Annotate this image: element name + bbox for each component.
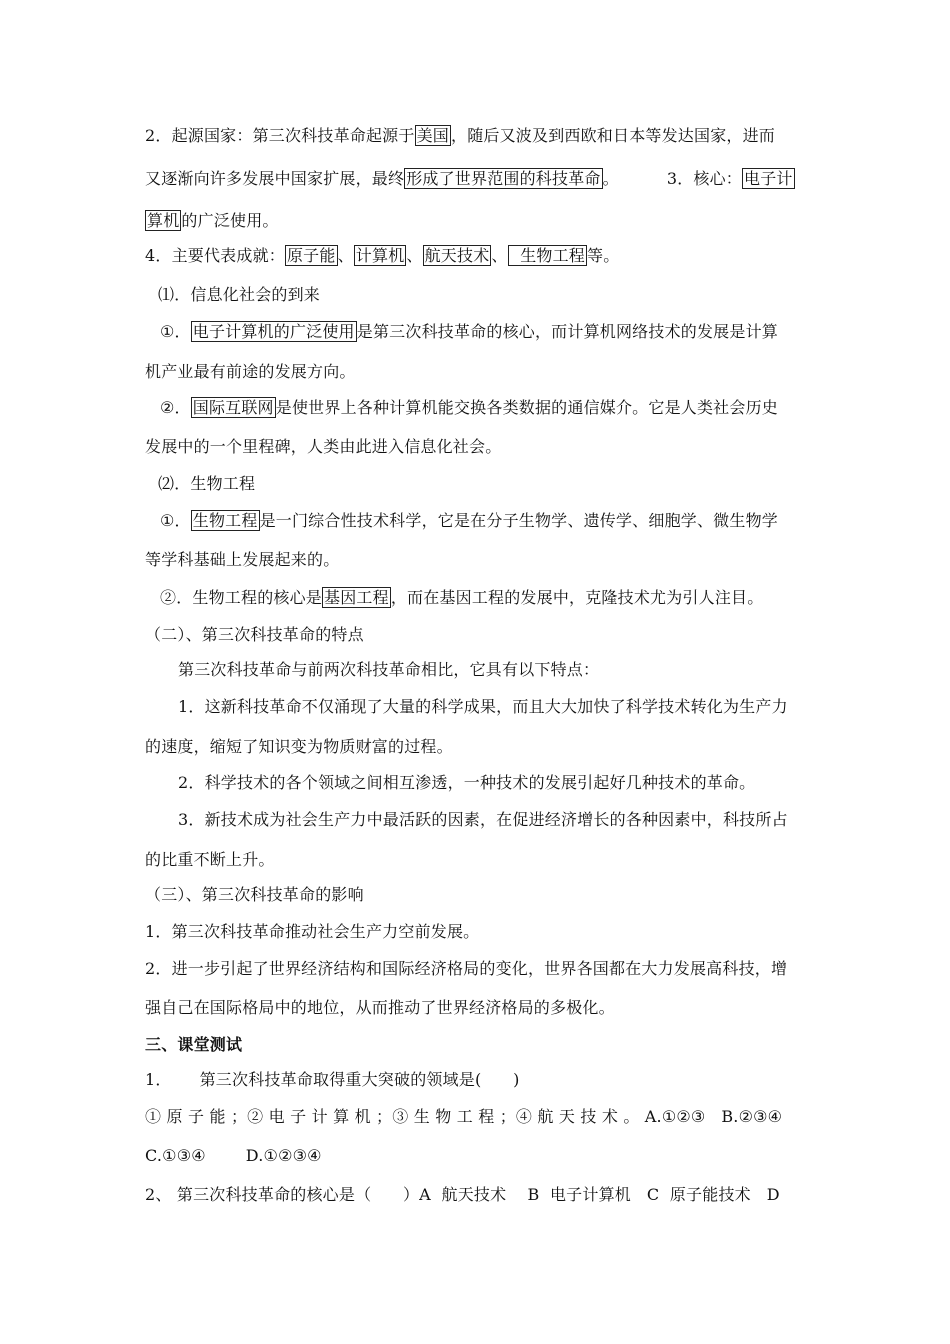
test-heading: 三、课堂测试	[145, 1035, 243, 1054]
text: 3．核心：	[666, 169, 742, 188]
text: 4．主要代表成就：	[145, 246, 285, 265]
impact-2-cont: 强自己在国际格局中的地位，从而推动了世界经济格局的多极化。	[145, 998, 615, 1017]
boxed-answer: 国际互联网	[192, 398, 274, 417]
boxed-answer: 基因工程	[324, 588, 389, 607]
boxed-answer: 算机	[147, 211, 180, 230]
origin-line-2	[145, 168, 825, 190]
achievements-line	[145, 245, 825, 267]
option-d: D.①②③④	[245, 1146, 322, 1165]
features-intro: 第三次科技革命与前两次科技革命相比，它具有以下特点：	[178, 660, 600, 679]
feature-1-cont: 的速度，缩短了知识变为物质财富的过程。	[145, 737, 453, 756]
text: 等。	[587, 246, 620, 265]
boxed-answer: 航天技术	[424, 246, 490, 265]
question-2: 2、 第三次科技革命的核心是（ ）A 航天技术 B 电子计算机 C 原子能技术 D	[145, 1185, 780, 1204]
text: 。	[602, 169, 619, 188]
boxed-answer: 形成了世界范围的科技革命	[406, 169, 601, 188]
boxed-answer: 电子计	[744, 169, 793, 188]
features-heading: （二）、第三次科技革命的特点	[145, 625, 364, 644]
text: 又逐渐向许多发展中国家扩展，最终	[145, 169, 405, 188]
impact-1: 1．第三次科技革命推动社会生产力空前发展。	[145, 922, 480, 941]
feature-3-cont: 的比重不断上升。	[145, 850, 275, 869]
bio-item-2	[160, 587, 828, 609]
boxed-answer: 美国	[416, 126, 449, 145]
text: 是一门综合性技术科学，它是在分子生物学、遗传学、细胞学、微生物学	[259, 511, 778, 530]
text: ，而在基因工程的发展中，克隆技术尤为引人注目。	[390, 588, 764, 607]
impact-2: 2．进一步引起了世界经济结构和国际经济格局的变化，世界各国都在大力发展高科技，增	[145, 959, 788, 978]
info-item-1	[160, 321, 828, 343]
text: ②．生物工程的核心是	[160, 588, 323, 607]
info-item-2	[160, 397, 828, 419]
question-1	[145, 1069, 825, 1091]
text: 、	[406, 246, 423, 265]
info-item-2-cont: 发展中的一个里程碑，人类由此进入信息化社会。	[145, 437, 502, 456]
boxed-answer: 生物工程	[192, 511, 258, 530]
question-1-options: ① 原 子 能 ；② 电 子 计 算 机 ；③ 生 物 工 程 ；④ 航 天 技 术 。 A.①②③ B.②③④	[145, 1107, 783, 1126]
info-item-1-cont: 机产业最有前途的发展方向。	[145, 362, 356, 381]
question-text: 第三次科技革命取得重大突破的领域是( )	[199, 1070, 520, 1089]
core-line	[145, 210, 825, 232]
info-heading: ⑴．信息化社会的到来	[158, 285, 321, 304]
text: 的广泛使用。	[181, 211, 279, 230]
text: 是使世界上各种计算机能交换各类数据的通信媒介。它是人类社会历史	[275, 398, 778, 417]
boxed-answer: 生物工程	[509, 246, 585, 265]
text: 2．起源国家：第三次科技革命起源于	[145, 126, 415, 145]
text: 是第三次科技革命的核心，而计算机网络技术的发展是计算	[356, 322, 778, 341]
boxed-answer: 原子能	[286, 246, 336, 265]
impact-heading: （三）、第三次科技革命的影响	[145, 885, 364, 904]
text: ①．	[160, 322, 191, 341]
text: ①．	[160, 511, 191, 530]
text: 、	[337, 246, 354, 265]
feature-2: 2．科学技术的各个领域之间相互渗透，一种技术的发展引起好几种技术的革命。	[178, 773, 756, 792]
bio-item-1	[160, 510, 828, 532]
text: ②．	[160, 398, 191, 417]
option-c: C.①③④	[145, 1146, 206, 1165]
boxed-answer: 电子计算机的广泛使用	[192, 322, 355, 341]
feature-1: 1．这新科技革命不仅涌现了大量的科学成果，而且大大加快了科学技术转化为生产力	[178, 697, 788, 716]
text: ，随后又波及到西欧和日本等发达国家，进而	[451, 126, 776, 145]
origin-line	[145, 125, 825, 147]
feature-3: 3．新技术成为社会生产力中最活跃的因素，在促进经济增长的各种因素中，科技所占	[178, 810, 788, 829]
question-1-options-2	[145, 1145, 825, 1167]
boxed-answer: 计算机	[355, 246, 405, 265]
text: 、	[491, 246, 508, 265]
question-number: 1．	[145, 1070, 172, 1089]
bio-item-1-cont: 等学科基础上发展起来的。	[145, 550, 340, 569]
bio-heading: ⑵．生物工程	[158, 474, 256, 493]
